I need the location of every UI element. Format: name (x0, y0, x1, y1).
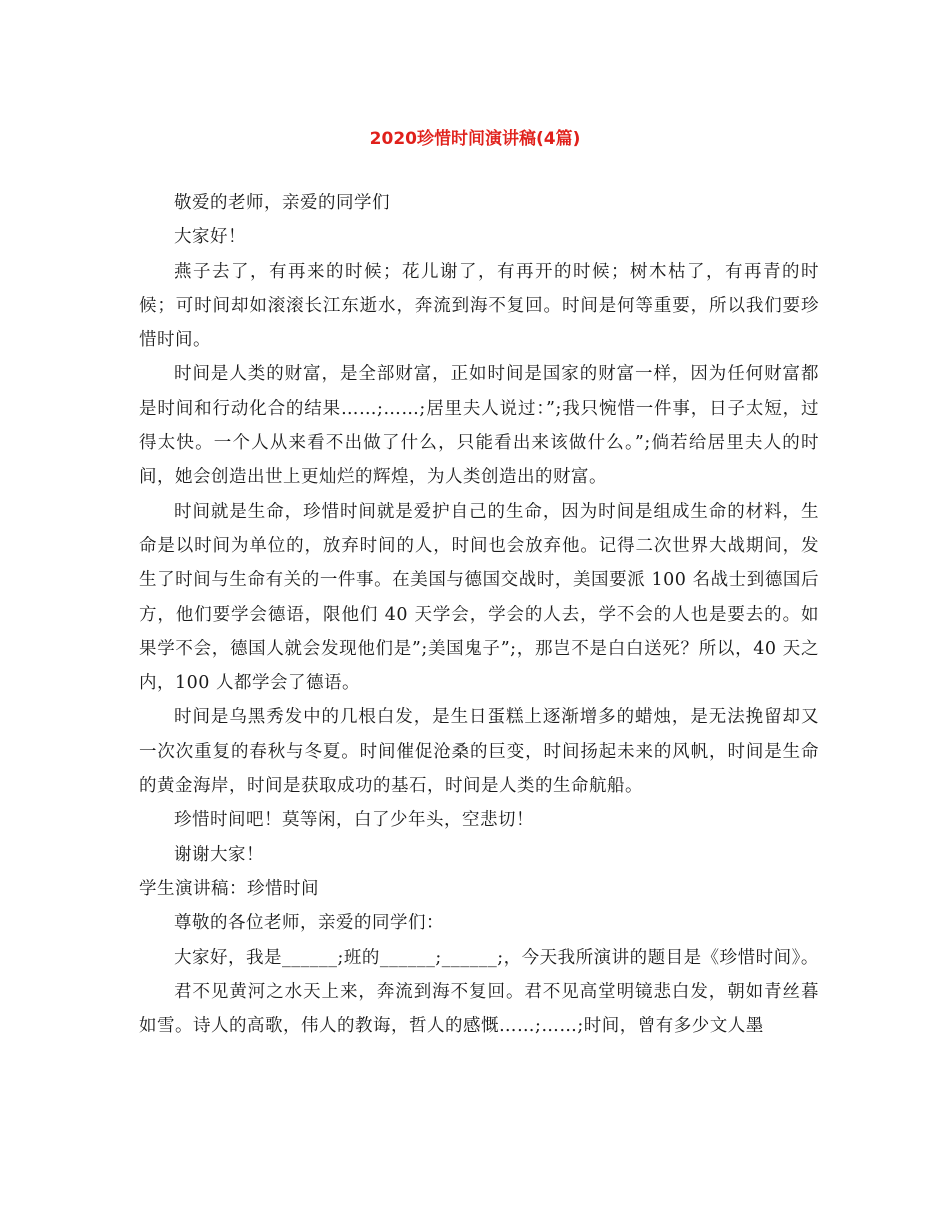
paragraph-metaphor: 时间是乌黑秀发中的几根白发，是生日蛋糕上逐渐增多的蜡烛，是无法挽留却又一次次重复的春秋与冬夏。时间催促沧桑的巨变，时间扬起未来的风帆，时间是生命的黄金海岸，时间是获取成功的基石，时间是人类的生命航船。 (139, 707, 819, 797)
paragraph-exhortation: 珍惜时间吧！莫等闲，白了少年头，空悲切！ (174, 810, 534, 831)
paragraph-wealth: 时间是人类的财富，是全部财富，正如时间是国家的财富一样，因为任何财富都是时间和行动化合的结果……;……;居里夫人说过：”;我只惋惜一件事，日子太短，过得太快。一个人从来看不出做了什么，只能看出来该做什么。”;倘若给居里夫人的时间，她会创造出世上更灿烂的辉煌，为人类创造出的财富。 (139, 364, 819, 488)
paragraph-salutation: 敬爱的老师，亲爱的同学们 (174, 193, 390, 213)
paragraph-poem: 君不见黄河之水天上来，奔流到海不复回。君不见高堂明镜悲白发，朝如青丝暮如雪。诗人的高歌，伟人的教诲，哲人的感慨……;……;时间，曾有多少文人墨 (139, 981, 819, 1037)
paragraph-intro: 燕子去了，有再来的时候；花儿谢了，有再开的时候；树木枯了，有再青的时候；可时间却如滚滚长江东逝水，奔流到海不复回。时间是何等重要，所以我们要珍惜时间。 (139, 261, 819, 351)
paragraph-self-intro: 大家好，我是______;班的______;______;，今天我所演讲的题目是《珍惜时间》。 (174, 947, 819, 968)
document-title: 2020珍惜时间演讲稿(4篇) (369, 129, 581, 149)
section-heading: 学生演讲稿：珍惜时间 (139, 878, 319, 899)
document-body (139, 186, 819, 1043)
paragraph-life: 时间就是生命，珍惜时间就是爱护自己的生命，因为时间是组成生命的材料，生命是以时间为单位的，放弃时间的人，时间也会放弃他。记得二次世界大战期间，发生了时间与生命有关的一件事。在美国与德国交战时，美国要派 100 名战士到德国后方，他们要学会德语，限他们 40 天学会，学会的人去，学不会的人也是要去的。如果学不会，德国人就会发现他们是”;美国鬼子”;，那岂不是白白送死？所以，40 天之内，100 人都学会了德语。 (139, 501, 819, 694)
paragraph-greeting: 大家好！ (174, 227, 246, 248)
paragraph-salutation-2: 尊敬的各位老师，亲爱的同学们： (174, 913, 444, 934)
paragraph-thanks: 谢谢大家！ (174, 844, 264, 865)
